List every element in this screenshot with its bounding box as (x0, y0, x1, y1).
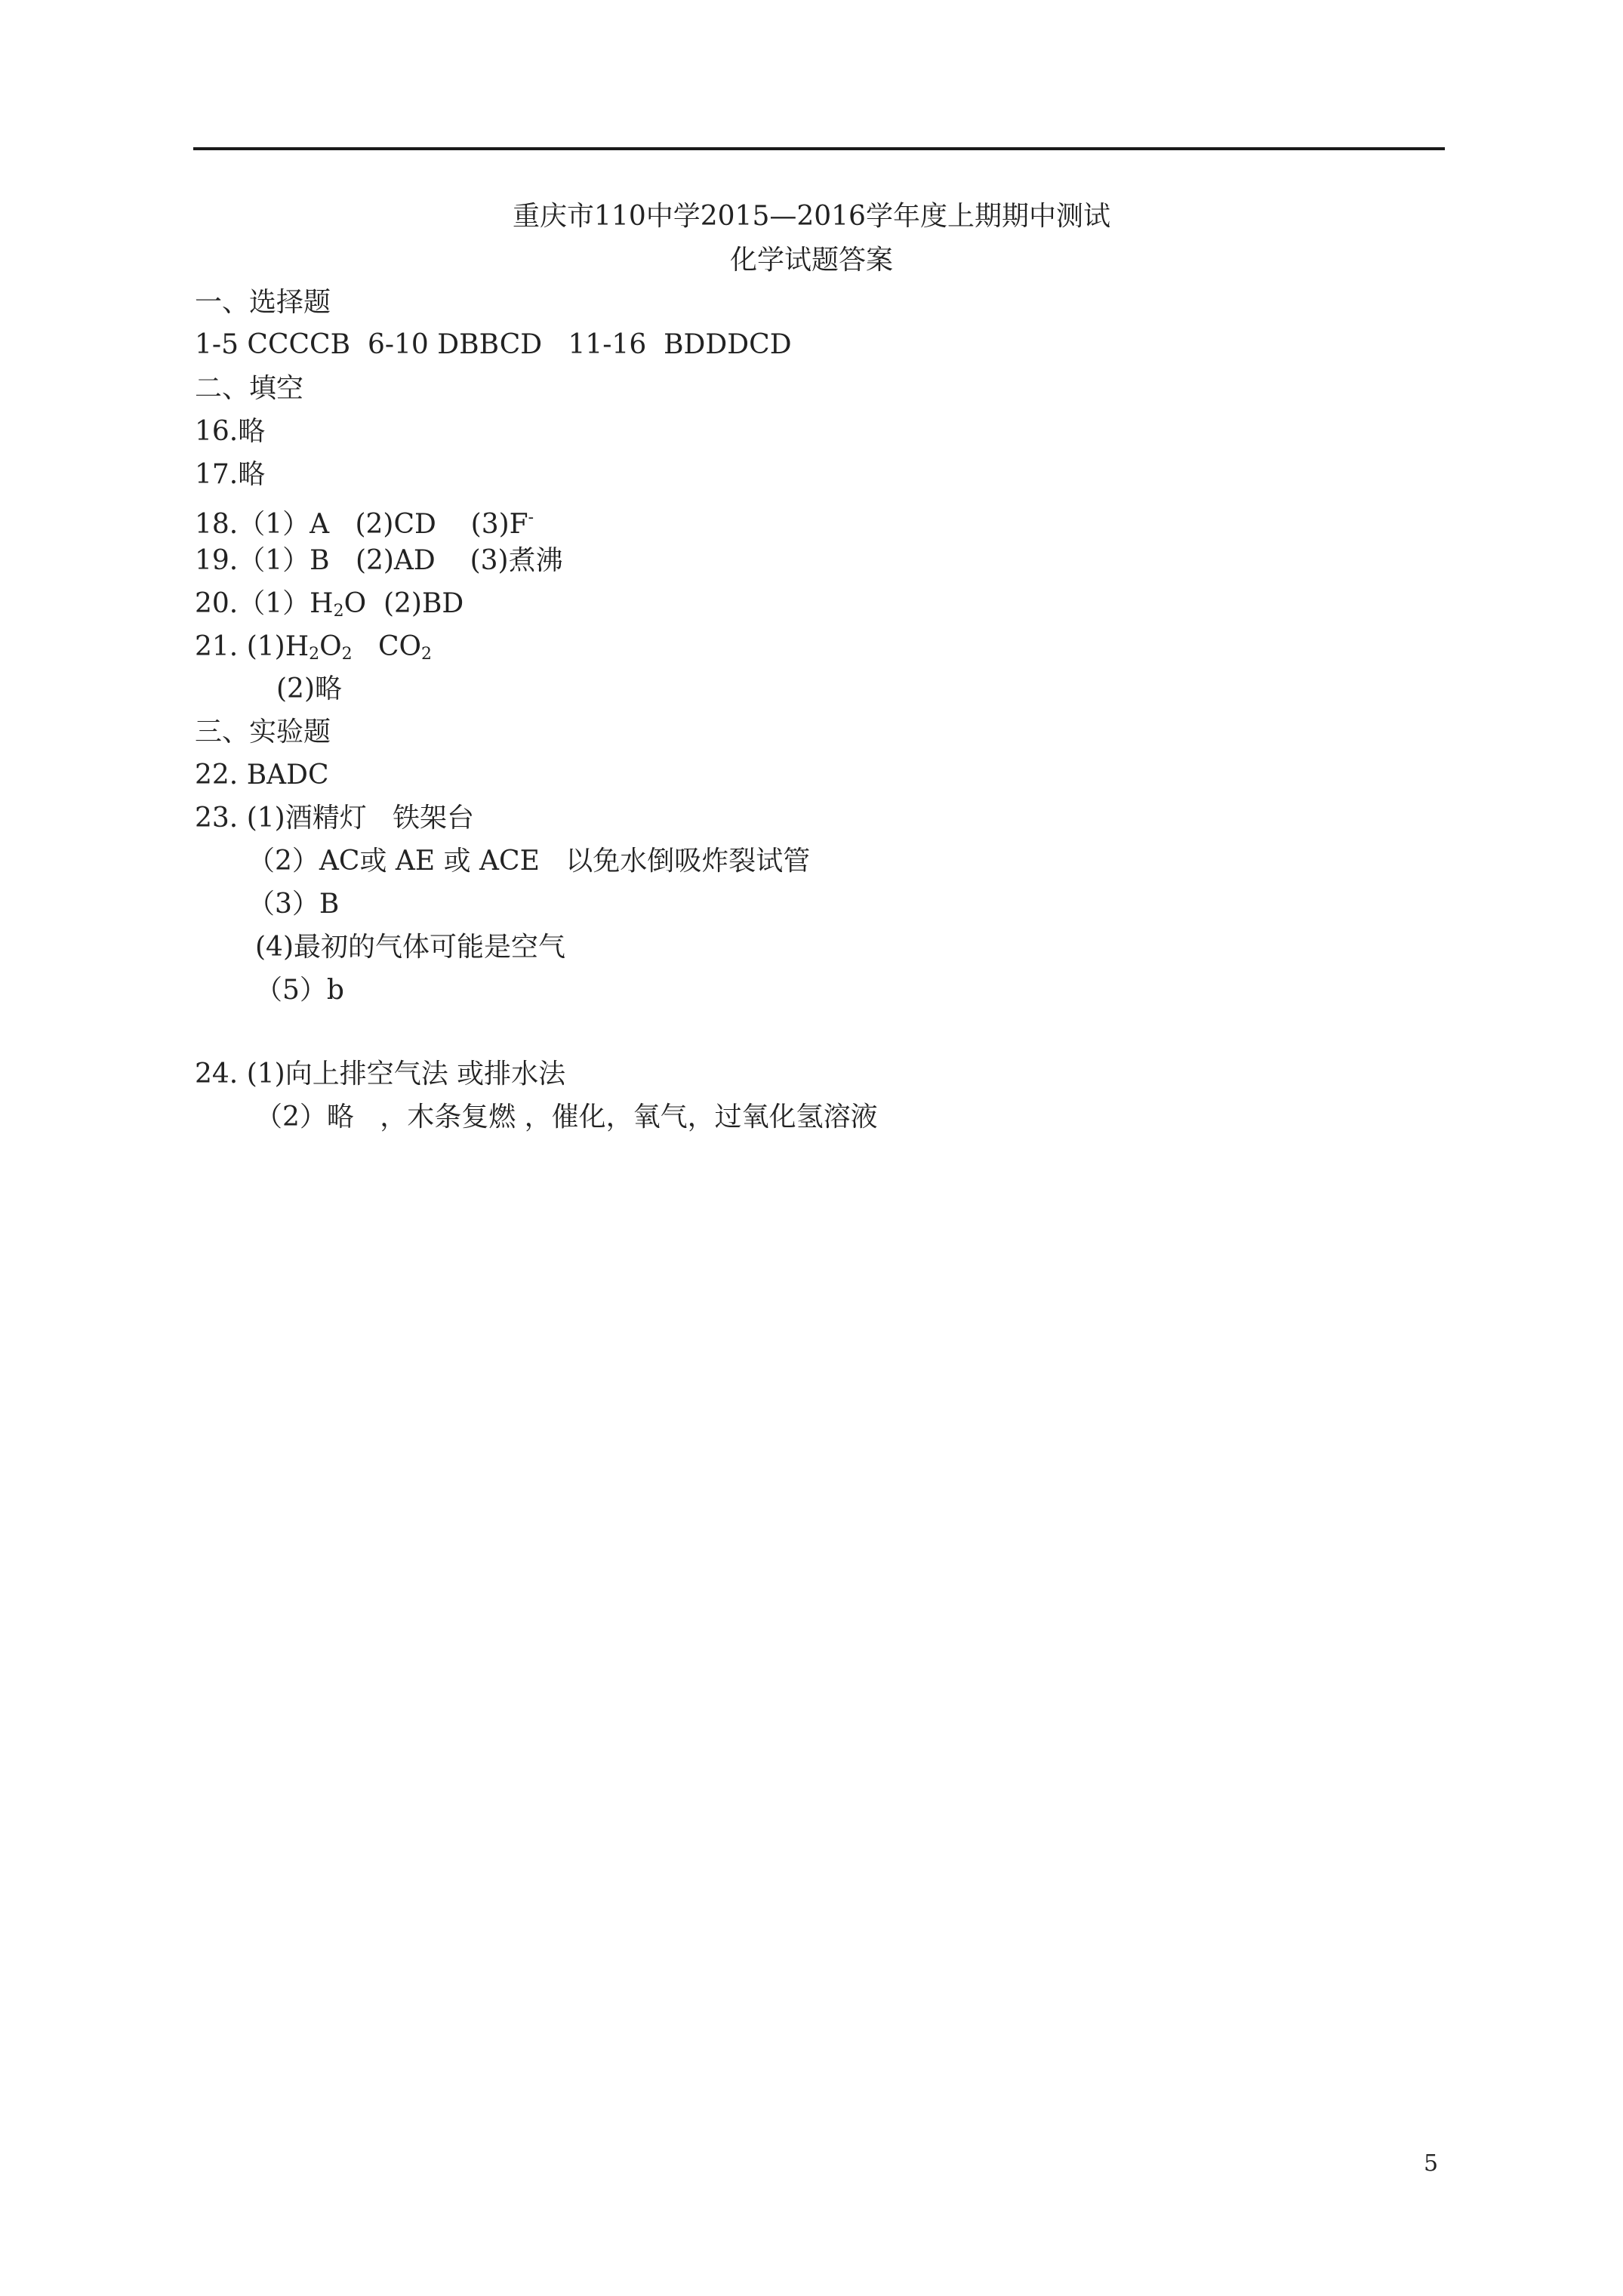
answer-21-subscript-1: 2 (309, 645, 320, 664)
answer-22: 22. BADC (195, 760, 329, 791)
answer-23-part2: （2）AC或 AE 或 ACE 以免水倒吸炸裂试管 (248, 846, 811, 877)
answer-21-text-c: CO (352, 631, 421, 662)
answer-23-part1: 23. (1)酒精灯 铁架台 (195, 803, 475, 834)
answer-23-part5: （5）b (255, 975, 344, 1006)
answer-21-part2: (2)略 (276, 673, 342, 704)
answer-24-part2: （2）略 ，木条复燃 ，催化，氧气，过氧化氢溶液 (255, 1102, 878, 1133)
answer-20-subscript: 2 (333, 602, 344, 621)
section-heading-experiment: 三、实验题 (195, 717, 331, 747)
document-subtitle: 化学试题答案 (729, 245, 893, 276)
section-heading-choice: 一、选择题 (195, 287, 331, 318)
answer-21 (195, 628, 432, 673)
answer-21-subscript-2: 2 (341, 645, 353, 664)
answer-18-text: 18.（1）A (2)CD (3)F (195, 509, 528, 540)
answer-17: 17.略 (195, 459, 266, 490)
header-rule (193, 147, 1445, 150)
answer-18-superscript: - (528, 508, 534, 527)
section-heading-fill: 二、填空 (195, 373, 304, 404)
answer-20 (195, 585, 463, 630)
answer-23-part4: (4)最初的气体可能是空气 (255, 932, 565, 963)
answer-24-part1: 24. (1)向上排空气法 或排水法 (195, 1059, 566, 1089)
answer-19: 19.（1）B (2)AD (3)煮沸 (195, 545, 563, 576)
answer-16: 16.略 (195, 416, 266, 447)
answer-21-text-a: 21. (1)H (195, 631, 310, 662)
answer-20-text-b: O (2)BD (343, 588, 464, 619)
answer-21-subscript-3: 2 (421, 645, 432, 664)
choice-answers: 1-5 CCCCB 6-10 DBBCD 11-16 BDDDCD (195, 329, 792, 360)
answer-18 (195, 499, 534, 544)
answer-20-text-a: 20.（1）H (195, 588, 334, 619)
document-title: 重庆市110中学2015—2016学年度上期期中测试 (513, 201, 1110, 232)
answer-21-text-b: O (319, 631, 342, 662)
answer-23-part3: （3）B (248, 889, 340, 920)
page-number: 5 (1424, 2150, 1439, 2177)
